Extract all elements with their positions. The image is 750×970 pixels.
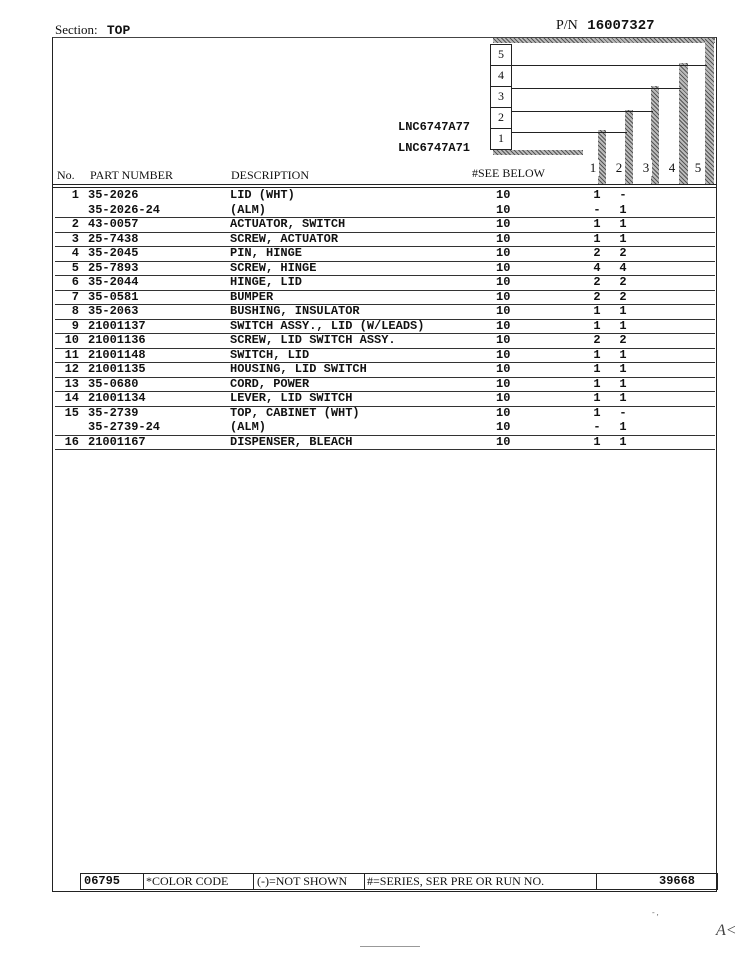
model-box-2: 2 bbox=[490, 107, 512, 129]
row-qty-model-2: 1 bbox=[619, 434, 627, 449]
row-qty-model-1: - bbox=[593, 420, 601, 434]
row-series: 10 bbox=[496, 202, 511, 217]
row-qty-model-1: 2 bbox=[593, 333, 601, 347]
model-box-3: 3 bbox=[490, 86, 512, 108]
row-qty-model-2: 2 bbox=[619, 275, 627, 289]
row-part-number: 25-7438 bbox=[88, 231, 139, 246]
row-part-number: 21001148 bbox=[88, 347, 146, 362]
model-col-5: 5 bbox=[692, 160, 704, 176]
row-series: 10 bbox=[496, 362, 511, 376]
row-part-number: 35-0680 bbox=[88, 376, 139, 391]
row-part-number: 35-2739 bbox=[88, 405, 139, 420]
row-qty-model-1: 1 bbox=[593, 304, 601, 318]
row-qty-model-2: 4 bbox=[619, 260, 627, 275]
row-part-number: 21001135 bbox=[88, 362, 146, 376]
row-qty-model-1: 1 bbox=[593, 217, 601, 231]
row-description: LEVER, LID SWITCH bbox=[230, 391, 353, 405]
col-header-description: DESCRIPTION bbox=[231, 168, 310, 182]
row-qty-model-2: 1 bbox=[619, 318, 627, 333]
table-row bbox=[55, 275, 715, 291]
table-row bbox=[55, 203, 715, 219]
footer-divider bbox=[143, 874, 144, 889]
part-number-label bbox=[556, 18, 655, 34]
row-number: 14 bbox=[64, 391, 79, 405]
table-row bbox=[55, 348, 715, 364]
section-label bbox=[55, 22, 130, 38]
row-qty-model-2: - bbox=[619, 188, 627, 202]
row-series: 10 bbox=[496, 420, 511, 434]
row-series: 10 bbox=[496, 188, 511, 202]
row-series: 10 bbox=[496, 347, 511, 362]
scan-mark: - , bbox=[652, 908, 659, 917]
row-description: CORD, POWER bbox=[230, 376, 310, 391]
table-row bbox=[55, 261, 715, 277]
model-line-4 bbox=[511, 88, 681, 89]
row-number: 3 bbox=[71, 231, 79, 246]
row-part-number: 21001137 bbox=[88, 318, 146, 333]
section-label-text: Section: bbox=[55, 22, 98, 37]
row-qty-model-1: 4 bbox=[593, 260, 601, 275]
model-hatch-col3 bbox=[651, 86, 659, 184]
row-qty-model-2: 2 bbox=[619, 246, 627, 260]
row-part-number: 21001134 bbox=[88, 391, 146, 405]
model-box-4: 4 bbox=[490, 65, 512, 87]
row-description: SCREW, LID SWITCH ASSY. bbox=[230, 333, 396, 347]
row-part-number: 21001167 bbox=[88, 434, 146, 449]
row-series: 10 bbox=[496, 391, 511, 405]
row-description: HOUSING, LID SWITCH bbox=[230, 362, 367, 376]
row-series: 10 bbox=[496, 217, 511, 231]
table-row bbox=[55, 362, 715, 378]
model-code-a71: LNC6747A71 bbox=[398, 141, 471, 155]
row-qty-model-1: 1 bbox=[593, 362, 601, 376]
row-series: 10 bbox=[496, 318, 511, 333]
row-number: 6 bbox=[71, 275, 79, 289]
footer-series-note: #=SERIES, SER PRE OR RUN NO. bbox=[367, 874, 545, 888]
row-qty-model-2: 1 bbox=[619, 347, 627, 362]
row-qty-model-1: 1 bbox=[593, 347, 601, 362]
model-line-3 bbox=[511, 111, 653, 112]
handwritten-initials: A< bbox=[716, 922, 737, 939]
model-line-2 bbox=[511, 132, 627, 133]
row-description: SCREW, HINGE bbox=[230, 260, 317, 275]
row-part-number: 35-2063 bbox=[88, 304, 139, 318]
row-description: DISPENSER, BLEACH bbox=[230, 434, 353, 449]
row-part-number: 35-2044 bbox=[88, 275, 139, 289]
row-qty-model-1: 1 bbox=[593, 231, 601, 246]
row-description: SWITCH, LID bbox=[230, 347, 310, 362]
footer-doc-number: 39668 bbox=[659, 874, 696, 888]
row-qty-model-1: 2 bbox=[593, 246, 601, 260]
table-row bbox=[55, 232, 715, 248]
row-qty-model-2: 1 bbox=[619, 217, 627, 231]
model-hatch-col4 bbox=[679, 63, 688, 184]
model-hatch-col5 bbox=[705, 38, 714, 184]
scan-artifact-line bbox=[360, 946, 420, 947]
footer-divider bbox=[253, 874, 254, 889]
row-description: LID (WHT) bbox=[230, 188, 295, 202]
row-number: 5 bbox=[71, 260, 79, 275]
row-qty-model-1: 1 bbox=[593, 405, 601, 420]
row-qty-model-2: 2 bbox=[619, 289, 627, 304]
row-number: 15 bbox=[64, 405, 79, 420]
row-qty-model-1: 1 bbox=[593, 318, 601, 333]
row-qty-model-1: 1 bbox=[593, 391, 601, 405]
row-qty-model-1: - bbox=[593, 202, 601, 217]
row-series: 10 bbox=[496, 434, 511, 449]
row-qty-model-1: 1 bbox=[593, 188, 601, 202]
row-description: (ALM) bbox=[230, 202, 267, 217]
table-row bbox=[55, 435, 715, 451]
table-row bbox=[55, 377, 715, 393]
row-qty-model-1: 1 bbox=[593, 376, 601, 391]
row-qty-model-2: 1 bbox=[619, 376, 627, 391]
footer-color-code: *COLOR CODE bbox=[146, 874, 229, 888]
pn-label-text: P/N bbox=[556, 18, 578, 33]
row-description: (ALM) bbox=[230, 420, 267, 434]
table-row bbox=[55, 420, 715, 436]
row-number: 13 bbox=[64, 376, 79, 391]
row-qty-model-2: 1 bbox=[619, 202, 627, 217]
table-row bbox=[55, 406, 715, 421]
model-hatch-col2 bbox=[625, 110, 633, 184]
table-row bbox=[55, 188, 715, 203]
table-row bbox=[55, 391, 715, 407]
table-row bbox=[55, 217, 715, 233]
col-header-part-number: PART NUMBER bbox=[90, 168, 173, 182]
row-series: 10 bbox=[496, 333, 511, 347]
row-series: 10 bbox=[496, 260, 511, 275]
row-number: 8 bbox=[71, 304, 79, 318]
model-col-4: 4 bbox=[666, 160, 678, 176]
row-qty-model-2: 1 bbox=[619, 391, 627, 405]
model-hatch-bottom bbox=[493, 150, 583, 155]
row-number: 16 bbox=[64, 434, 79, 449]
model-col-1: 1 bbox=[587, 160, 599, 176]
row-number: 9 bbox=[71, 318, 79, 333]
table-row bbox=[55, 333, 715, 349]
row-number: 12 bbox=[64, 362, 79, 376]
row-number: 7 bbox=[71, 289, 79, 304]
model-col-2: 2 bbox=[613, 160, 625, 176]
row-description: BUMPER bbox=[230, 289, 274, 304]
row-qty-model-1: 1 bbox=[593, 434, 601, 449]
model-hatch-col1 bbox=[598, 130, 606, 184]
row-series: 10 bbox=[496, 405, 511, 420]
model-box-5: 5 bbox=[490, 44, 512, 66]
row-qty-model-2: 2 bbox=[619, 333, 627, 347]
row-part-number: 35-0581 bbox=[88, 289, 139, 304]
model-box-1: 1 bbox=[490, 128, 512, 150]
row-series: 10 bbox=[496, 289, 511, 304]
col-header-series: #SEE BELOW bbox=[472, 166, 545, 180]
row-part-number: 35-2026 bbox=[88, 188, 139, 202]
row-qty-model-2: 1 bbox=[619, 231, 627, 246]
header-top-rule bbox=[53, 184, 716, 185]
row-description: SWITCH ASSY., LID (W/LEADS) bbox=[230, 318, 425, 333]
row-series: 10 bbox=[496, 231, 511, 246]
row-series: 10 bbox=[496, 376, 511, 391]
row-description: PIN, HINGE bbox=[230, 246, 303, 260]
row-part-number: 35-2739-24 bbox=[88, 420, 161, 434]
row-part-number: 35-2026-24 bbox=[88, 202, 161, 217]
row-qty-model-2: 1 bbox=[619, 420, 627, 434]
row-qty-model-2: 1 bbox=[619, 304, 627, 318]
page-footer bbox=[80, 873, 718, 890]
row-part-number: 35-2045 bbox=[88, 246, 139, 260]
row-description: HINGE, LID bbox=[230, 275, 303, 289]
row-number: 10 bbox=[64, 333, 79, 347]
row-qty-model-1: 2 bbox=[593, 275, 601, 289]
model-line-5 bbox=[511, 65, 707, 66]
row-part-number: 43-0057 bbox=[88, 217, 139, 231]
col-header-no: No. bbox=[57, 168, 75, 182]
row-part-number: 25-7893 bbox=[88, 260, 139, 275]
row-number: 1 bbox=[71, 188, 79, 202]
row-qty-model-2: - bbox=[619, 405, 627, 420]
row-description: ACTUATOR, SWITCH bbox=[230, 217, 346, 231]
table-row bbox=[55, 304, 715, 320]
row-series: 10 bbox=[496, 246, 511, 260]
pn-value: 16007327 bbox=[587, 18, 655, 34]
model-col-3: 3 bbox=[640, 160, 652, 176]
row-description: BUSHING, INSULATOR bbox=[230, 304, 360, 318]
row-qty-model-1: 2 bbox=[593, 289, 601, 304]
model-hatch-top bbox=[493, 38, 715, 43]
row-series: 10 bbox=[496, 275, 511, 289]
row-description: SCREW, ACTUATOR bbox=[230, 231, 339, 246]
row-description: TOP, CABINET (WHT) bbox=[230, 405, 360, 420]
row-number: 11 bbox=[64, 347, 79, 362]
row-part-number: 21001136 bbox=[88, 333, 146, 347]
footer-date-code: 06795 bbox=[84, 874, 121, 888]
model-code-a77: LNC6747A77 bbox=[398, 120, 471, 134]
row-qty-model-2: 1 bbox=[619, 362, 627, 376]
row-number: 2 bbox=[71, 217, 79, 231]
row-number: 4 bbox=[71, 246, 79, 260]
row-series: 10 bbox=[496, 304, 511, 318]
table-row bbox=[55, 290, 715, 306]
table-row bbox=[55, 319, 715, 335]
table-row bbox=[55, 246, 715, 262]
section-value: TOP bbox=[106, 23, 131, 38]
footer-divider bbox=[596, 874, 597, 889]
footer-not-shown: (-)=NOT SHOWN bbox=[257, 874, 348, 888]
footer-divider bbox=[364, 874, 365, 889]
